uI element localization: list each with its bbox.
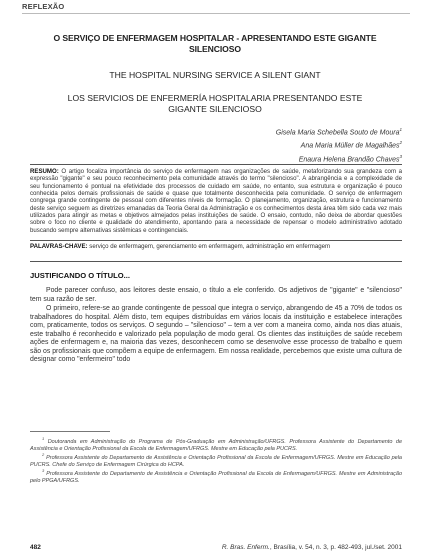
body-paragraph: Pode parecer confuso, aos leitores deste ensaio, o título a ele conferido. Os adjetivos de "gigante" e "silencioso" tem sua razão de ser. <box>30 287 402 303</box>
footnote-mark: 3 <box>42 468 45 474</box>
title-spanish: LOS SERVICIOS DE ENFERMERÍA HOSPITALARIA PRESENTANDO ESTE GIGANTE SILENCIOSO <box>67 93 363 114</box>
section-heading: JUSTIFICANDO O TÍTULO... <box>30 271 130 280</box>
abstract-bottom-rule <box>30 240 402 241</box>
author-mark: 2 <box>399 140 402 146</box>
footnote-text: Professora Assistente do Departamento de Assistência e Orientação Profissional da Escola de Enfermagem/UFRGS. Mestre em Administração pelo PPGA/UFRGS. <box>30 471 403 484</box>
abstract-text: O artigo focaliza importância do serviço de enfermagem nas organizações de saúde, metaforizando sua grandeza com a expressão "gigante" e seu pouco reconhecimento pela comunidade através do termo "silencioso". A abrangência e a complexidade de seu funcionamento é pontual na efetividade dos processos de cuidado em saúde, no entanto, sua estrutura e organização é pouco conhecida pelos demais profissionais de saúde e quase que totalmente desconhecida pela comunidade. O serviço de enfermagem congrega grande contingente de pessoal com diferentes níveis de formação. O planejamento, organização, estrutura e funcionamento deste serviço seguem as diretrizes emanadas da Teoria Geral da Administração e os conhecimentos desta área têm sido cada vez mais utilizados para atingir as metas e objetivos almejados pelas instituições de saúde. O ensaio, contudo, não deixa de abordar questões sobre o foco no cliente e qualidade do atendimento, apontando para a necessidade de repensar o modelo administrativo adotado buscando sempre alternativas sistêmicas e contingenciais. <box>30 168 402 234</box>
footnote-text: Doutoranda em Administração do Programa de Pós-Graduação em Administração/UFRGS. Professora Assistente do Departamento de Assistência e Orientação Profissional da Escola de Enfermagem/UFRGS. Mestre em Educação pela PUCRS. <box>30 438 403 452</box>
keywords-label: PALAVRAS-CHAVE: <box>30 243 88 250</box>
author-name: Gisela Maria Schebella Souto de Moura <box>275 129 400 137</box>
abstract-top-rule <box>30 164 402 165</box>
keywords-text: serviço de enfermagem, gerenciamento em enfermagem, administração em enfermagem <box>89 243 331 250</box>
header-divider <box>22 13 410 14</box>
footnote-divider <box>30 431 110 432</box>
keywords <box>30 243 402 251</box>
page-number: 482 <box>30 544 41 551</box>
author-item <box>276 138 402 151</box>
author-mark: 3 <box>399 153 402 159</box>
author-list <box>276 125 402 165</box>
footnote-mark: 1 <box>42 436 45 441</box>
journal-details: , Brasília, v. 54, n. 3, p. 482-493, jul./set. 2001 <box>269 544 402 551</box>
author-name: Ana Maria Müller de Magalhães <box>300 142 400 150</box>
keywords-bottom-rule <box>30 261 402 262</box>
body-paragraph: O primeiro, refere-se ao grande contingente de pessoal que integra o serviço, abrangendo de 45 a 70% de todos os trabalhadores do hospital. Além disto, tem equipes distribuídas em vários locais da instituição e estabelece interações com, praticamente, todos os serviços. O segundo – "silencioso" – tem a ver com a maneira como, ainda nos dias atuais, este trabalho é reconhecido e valorizado pela população de modo geral. Os clientes das instituições de saúde recebem ações de enfermagem e, na maioria das vezes, desconhecem como se desenvolve esse processo de trabalho e quem são os profissionais que compõem a equipe de enfermagem. Em nossa realidade, percebemos que existe uma cultura de designar como "enfermeiro" todo <box>30 305 402 363</box>
author-item <box>276 125 402 138</box>
abstract-label: RESUMO: <box>30 168 59 175</box>
footnote <box>30 468 402 484</box>
journal-name: R. Bras. Enferm. <box>221 544 270 551</box>
title-english: THE HOSPITAL NURSING SERVICE A SILENT GIANT <box>109 70 321 80</box>
section-tag: REFLEXÃO <box>22 2 65 11</box>
journal-citation <box>222 544 402 551</box>
author-item <box>276 152 402 165</box>
title-portuguese: O SERVIÇO DE ENFERMAGEM HOSPITALAR - APRESENTANDO ESTE GIGANTE SILENCIOSO <box>53 33 377 54</box>
abstract <box>30 168 402 234</box>
footnote-text: Professora Assistente do Departamento de Assistência e Orientação Profissional da Escola de Enfermagem/UFRGS. Mestre em Educação pela PUCRS. Chefe do Serviço de Enfermagem Cirúrgica do HCPA. <box>30 455 402 468</box>
footnotes <box>30 436 402 485</box>
footnote-mark: 2 <box>42 452 45 458</box>
footnote <box>30 452 402 468</box>
body-text <box>30 287 402 366</box>
author-mark: 1 <box>399 127 402 132</box>
author-name: Enaura Helena Brandão Chaves <box>298 155 400 163</box>
footnote <box>30 436 402 452</box>
